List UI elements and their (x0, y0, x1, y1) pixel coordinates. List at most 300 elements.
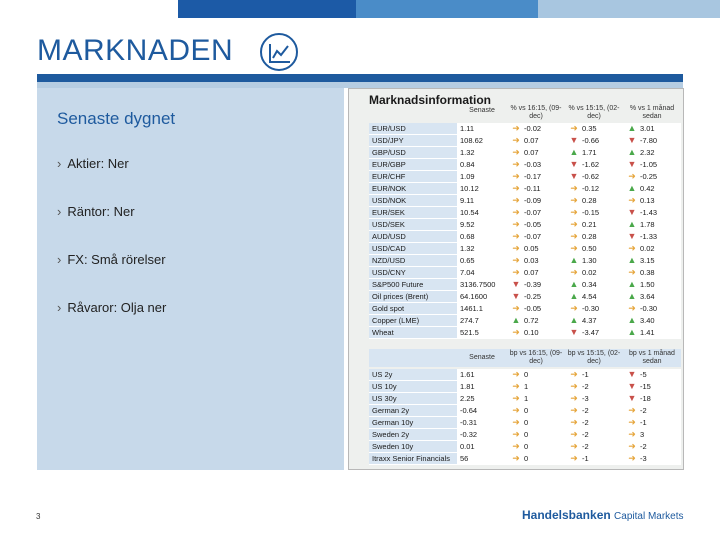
change-cell (507, 303, 565, 314)
column-header: Senaste (469, 107, 495, 114)
table-row (369, 195, 681, 207)
arrow-flat-icon: ➜ (512, 123, 520, 133)
change-value: 1.78 (640, 219, 655, 229)
change-cell (507, 135, 565, 146)
change-cell (507, 369, 565, 380)
change-cell (507, 123, 565, 134)
row-value: 7.04 (457, 267, 507, 278)
change-value: -0.12 (582, 183, 600, 193)
table-row (369, 441, 681, 453)
table-row (369, 207, 681, 219)
row-label: US 30y (369, 393, 457, 404)
summary-heading: Senaste dygnet (57, 109, 176, 128)
brand-logo (522, 508, 684, 522)
top-bar-segment (356, 0, 538, 18)
arrow-flat-icon: ➜ (512, 159, 520, 169)
row-value: 1.32 (457, 147, 507, 158)
change-value: 0 (524, 441, 529, 451)
arrow-flat-icon: ➜ (512, 417, 520, 427)
column-header: % vs 1 månad sedan (629, 105, 675, 120)
change-value: 0.28 (582, 231, 597, 241)
row-value: 64.1600 (457, 291, 507, 302)
change-cell (623, 381, 681, 392)
change-value: -0.62 (582, 171, 600, 181)
row-label: AUD/USD (369, 231, 457, 242)
row-value: 0.65 (457, 255, 507, 266)
table-row (369, 123, 681, 135)
change-cell (623, 219, 681, 230)
change-value: -0.39 (524, 279, 542, 289)
change-cell (507, 405, 565, 416)
arrow-flat-icon: ➜ (628, 267, 636, 277)
change-cell (565, 243, 623, 254)
row-label: USD/CAD (369, 243, 457, 254)
change-cell (565, 171, 623, 182)
change-cell (623, 453, 681, 464)
change-cell (507, 291, 565, 302)
arrow-down-icon: ▼ (569, 159, 579, 169)
page-number: 3 (36, 512, 41, 521)
change-value: 0.42 (640, 183, 655, 193)
arrow-flat-icon: ➜ (628, 303, 636, 313)
change-cell (623, 255, 681, 266)
arrow-flat-icon: ➜ (570, 393, 578, 403)
change-value: -1.33 (640, 231, 658, 241)
change-value: -2 (582, 381, 589, 391)
change-cell (507, 393, 565, 404)
change-value: 1.50 (640, 279, 655, 289)
row-label: Wheat (369, 327, 457, 338)
change-cell (565, 123, 623, 134)
change-cell (623, 417, 681, 428)
table-row (369, 453, 681, 465)
table-row (369, 417, 681, 429)
row-label: Itraxx Senior Financials (369, 453, 457, 464)
change-cell (507, 381, 565, 392)
change-cell (507, 195, 565, 206)
arrow-flat-icon: ➜ (512, 381, 520, 391)
arrow-flat-icon: ➜ (570, 123, 578, 133)
table-row (369, 183, 681, 195)
change-value: -0.07 (524, 231, 542, 241)
change-value: 0.28 (582, 195, 597, 205)
change-cell (565, 195, 623, 206)
change-value: 1.41 (640, 327, 655, 337)
change-cell (565, 267, 623, 278)
row-value: -0.31 (457, 417, 507, 428)
arrow-flat-icon: ➜ (512, 231, 520, 241)
change-value: 1.71 (582, 147, 597, 157)
row-label: German 2y (369, 405, 457, 416)
arrow-down-icon: ▼ (627, 369, 637, 379)
change-cell (507, 243, 565, 254)
chevron-right-icon: › (57, 204, 62, 219)
row-label: EUR/GBP (369, 159, 457, 170)
table-row (369, 267, 681, 279)
change-cell (507, 315, 565, 326)
arrow-flat-icon: ➜ (512, 303, 520, 313)
market-info-table (348, 88, 684, 470)
change-cell (507, 255, 565, 266)
change-cell (623, 441, 681, 452)
bullet-text: FX: Små rörelser (67, 252, 166, 267)
arrow-flat-icon: ➜ (512, 147, 520, 157)
change-cell (565, 255, 623, 266)
top-bar-segment (178, 0, 356, 18)
arrow-flat-icon: ➜ (570, 243, 578, 253)
arrow-flat-icon: ➜ (512, 219, 520, 229)
arrow-up-icon: ▲ (627, 219, 637, 229)
top-color-bar (0, 0, 720, 18)
table-row (369, 315, 681, 327)
arrow-up-icon: ▲ (569, 291, 579, 301)
change-cell (565, 183, 623, 194)
table-row (369, 393, 681, 405)
top-bar-segment (0, 0, 178, 18)
arrow-flat-icon: ➜ (512, 429, 520, 439)
change-cell (623, 123, 681, 134)
brand-name: Handelsbanken (522, 508, 611, 522)
change-value: -3 (640, 453, 647, 463)
change-value: 3.64 (640, 291, 655, 301)
arrow-flat-icon: ➜ (628, 171, 636, 181)
change-value: 0.02 (640, 243, 655, 253)
change-value: -0.11 (524, 183, 541, 193)
change-cell (565, 207, 623, 218)
change-value: 0.02 (582, 267, 597, 277)
change-cell (623, 315, 681, 326)
change-value: 0 (524, 417, 529, 427)
arrow-flat-icon: ➜ (512, 171, 520, 181)
change-value: -0.05 (524, 303, 542, 313)
change-cell (565, 405, 623, 416)
change-cell (507, 171, 565, 182)
change-value: -2 (640, 441, 647, 451)
arrow-up-icon: ▲ (511, 315, 521, 325)
change-cell (565, 303, 623, 314)
change-value: 0 (524, 369, 529, 379)
change-value: 0 (524, 429, 529, 439)
row-label: Gold spot (369, 303, 457, 314)
change-value: -0.03 (524, 159, 542, 169)
change-cell (507, 183, 565, 194)
change-value: -1 (582, 369, 589, 379)
table-row (369, 303, 681, 315)
table-row (369, 279, 681, 291)
change-value: -0.30 (582, 303, 600, 313)
table-row (369, 159, 681, 171)
row-value: 1.32 (457, 243, 507, 254)
change-value: -0.66 (582, 135, 600, 145)
arrow-up-icon: ▲ (627, 183, 637, 193)
arrow-flat-icon: ➜ (570, 183, 578, 193)
change-cell (623, 405, 681, 416)
arrow-flat-icon: ➜ (570, 303, 578, 313)
arrow-flat-icon: ➜ (570, 195, 578, 205)
change-cell (565, 393, 623, 404)
row-label: Sweden 2y (369, 429, 457, 440)
change-cell (565, 219, 623, 230)
change-cell (565, 417, 623, 428)
arrow-down-icon: ▼ (569, 135, 579, 145)
arrow-flat-icon: ➜ (570, 219, 578, 229)
arrow-up-icon: ▲ (627, 279, 637, 289)
change-value: 1 (524, 381, 529, 391)
change-cell (507, 267, 565, 278)
change-value: -0.25 (524, 291, 542, 301)
arrow-flat-icon: ➜ (512, 453, 520, 463)
change-value: -2 (582, 429, 589, 439)
change-value: -3.47 (582, 327, 600, 337)
arrow-flat-icon: ➜ (628, 405, 636, 415)
bullet-text: Räntor: Ner (67, 204, 135, 219)
change-value: -1.43 (640, 207, 658, 217)
change-value: 0.50 (582, 243, 597, 253)
arrow-flat-icon: ➜ (512, 195, 520, 205)
change-cell (507, 219, 565, 230)
row-label: S&P500 Future (369, 279, 457, 290)
row-label: US 2y (369, 369, 457, 380)
arrow-up-icon: ▲ (569, 255, 579, 265)
arrow-flat-icon: ➜ (570, 381, 578, 391)
arrow-up-icon: ▲ (569, 279, 579, 289)
bullet-item (57, 252, 166, 267)
arrow-down-icon: ▼ (627, 159, 637, 169)
arrow-down-icon: ▼ (627, 207, 637, 217)
arrow-flat-icon: ➜ (570, 207, 578, 217)
change-value: 2.32 (640, 147, 655, 157)
arrow-flat-icon: ➜ (512, 255, 520, 265)
arrow-flat-icon: ➜ (570, 453, 578, 463)
arrow-up-icon: ▲ (627, 327, 637, 337)
change-cell (507, 453, 565, 464)
change-cell (507, 327, 565, 338)
change-value: -1 (640, 417, 647, 427)
change-cell (565, 315, 623, 326)
change-cell (507, 207, 565, 218)
change-cell (623, 195, 681, 206)
change-cell (623, 231, 681, 242)
arrow-flat-icon: ➜ (570, 405, 578, 415)
arrow-up-icon: ▲ (627, 123, 637, 133)
change-cell (565, 369, 623, 380)
table-row (369, 147, 681, 159)
change-value: -0.07 (524, 207, 542, 217)
column-header: bp vs 15:15, (02-dec) (567, 350, 621, 365)
arrow-flat-icon: ➜ (512, 405, 520, 415)
change-value: 0.13 (640, 195, 655, 205)
arrow-flat-icon: ➜ (628, 195, 636, 205)
change-value: 4.37 (582, 315, 597, 325)
change-value: 3.15 (640, 255, 655, 265)
change-value: -0.15 (582, 207, 600, 217)
table-row (369, 171, 681, 183)
change-cell (623, 135, 681, 146)
row-value: 9.11 (457, 195, 507, 206)
row-value: 1.81 (457, 381, 507, 392)
row-value: 0.68 (457, 231, 507, 242)
bullet-item (57, 300, 166, 315)
row-label: EUR/CHF (369, 171, 457, 182)
arrow-flat-icon: ➜ (628, 417, 636, 427)
change-value: 0 (524, 405, 529, 415)
arrow-down-icon: ▼ (627, 393, 637, 403)
row-value: 9.52 (457, 219, 507, 230)
change-cell (623, 429, 681, 440)
change-value: -7.80 (640, 135, 658, 145)
arrow-flat-icon: ➜ (628, 429, 636, 439)
row-value: 3136.7500 (457, 279, 507, 290)
table-row (369, 327, 681, 339)
row-value: 1461.1 (457, 303, 507, 314)
arrow-flat-icon: ➜ (512, 183, 520, 193)
row-label: Oil prices (Brent) (369, 291, 457, 302)
row-label: Copper (LME) (369, 315, 457, 326)
table-row (369, 429, 681, 441)
table-row (369, 381, 681, 393)
change-cell (623, 183, 681, 194)
top-bar-segment (538, 0, 720, 18)
table-row (369, 231, 681, 243)
table-title: Marknadsinformation (369, 93, 492, 107)
column-header: % vs 16:15, (09-dec) (510, 105, 562, 120)
change-value: -18 (640, 393, 651, 403)
row-value: -0.64 (457, 405, 507, 416)
change-value: -2 (640, 405, 647, 415)
change-cell (623, 267, 681, 278)
column-header: % vs 15:15, (02-dec) (568, 105, 620, 120)
change-value: 1 (524, 393, 529, 403)
page-title: MARKNADEN (37, 34, 234, 67)
arrow-flat-icon: ➜ (570, 441, 578, 451)
arrow-flat-icon: ➜ (512, 369, 520, 379)
change-cell (565, 429, 623, 440)
row-value: 274.7 (457, 315, 507, 326)
row-label: NZD/USD (369, 255, 457, 266)
change-cell (623, 171, 681, 182)
change-cell (623, 393, 681, 404)
arrow-flat-icon: ➜ (512, 327, 520, 337)
column-header: bp vs 16:15, (09-dec) (509, 350, 563, 365)
arrow-flat-icon: ➜ (570, 429, 578, 439)
change-cell (507, 231, 565, 242)
row-label: EUR/SEK (369, 207, 457, 218)
change-value: -1 (582, 453, 589, 463)
arrow-down-icon: ▼ (511, 279, 521, 289)
change-value: 0.05 (524, 243, 539, 253)
change-cell (507, 417, 565, 428)
change-value: -5 (640, 369, 647, 379)
arrow-down-icon: ▼ (569, 327, 579, 337)
change-value: -2 (582, 417, 589, 427)
change-value: 0.34 (582, 279, 597, 289)
column-header: bp vs 1 månad sedan (629, 350, 675, 365)
bullet-text: Råvaror: Olja ner (67, 300, 167, 315)
row-value: 0.84 (457, 159, 507, 170)
arrow-flat-icon: ➜ (570, 231, 578, 241)
change-value: -0.09 (524, 195, 542, 205)
change-cell (623, 147, 681, 158)
arrow-up-icon: ▲ (627, 315, 637, 325)
change-value: 0.38 (640, 267, 655, 277)
row-label: USD/SEK (369, 219, 457, 230)
change-cell (623, 303, 681, 314)
table-row (369, 135, 681, 147)
row-value: 108.62 (457, 135, 507, 146)
change-cell (565, 381, 623, 392)
bullet-item (57, 156, 129, 171)
arrow-flat-icon: ➜ (570, 369, 578, 379)
change-cell (565, 453, 623, 464)
arrow-down-icon: ▼ (627, 135, 637, 145)
change-cell (623, 279, 681, 290)
change-cell (623, 159, 681, 170)
change-cell (565, 135, 623, 146)
change-value: 0.07 (524, 267, 539, 277)
row-value: 2.25 (457, 393, 507, 404)
row-label: EUR/NOK (369, 183, 457, 194)
arrow-flat-icon: ➜ (512, 207, 520, 217)
arrow-flat-icon: ➜ (512, 267, 520, 277)
change-value: -1.05 (640, 159, 658, 169)
chevron-right-icon: › (57, 252, 62, 267)
change-value: 3.01 (640, 123, 655, 133)
change-value: -3 (582, 393, 589, 403)
change-value: 0.21 (582, 219, 597, 229)
table-row (369, 243, 681, 255)
change-value: 0.03 (524, 255, 539, 265)
change-cell (507, 279, 565, 290)
change-cell (565, 147, 623, 158)
table-row (369, 219, 681, 231)
change-value: -1.62 (582, 159, 600, 169)
change-value: -0.05 (524, 219, 542, 229)
row-value: -0.32 (457, 429, 507, 440)
arrow-flat-icon: ➜ (512, 441, 520, 451)
change-value: 0 (524, 453, 529, 463)
table-row (369, 291, 681, 303)
arrow-flat-icon: ➜ (628, 453, 636, 463)
chevron-right-icon: › (57, 300, 62, 315)
arrow-up-icon: ▲ (627, 291, 637, 301)
arrow-up-icon: ▲ (569, 315, 579, 325)
arrow-flat-icon: ➜ (570, 417, 578, 427)
arrow-flat-icon: ➜ (512, 135, 520, 145)
row-label: USD/CNY (369, 267, 457, 278)
chart-icon (260, 33, 298, 71)
row-label: USD/NOK (369, 195, 457, 206)
row-label: GBP/USD (369, 147, 457, 158)
change-value: 0.35 (582, 123, 597, 133)
row-value: 10.12 (457, 183, 507, 194)
arrow-down-icon: ▼ (627, 231, 637, 241)
summary-panel (37, 88, 344, 470)
arrow-flat-icon: ➜ (628, 441, 636, 451)
title-underline (37, 74, 683, 82)
change-value: -0.25 (640, 171, 658, 181)
change-value: 4.54 (582, 291, 597, 301)
table-row (369, 255, 681, 267)
brand-sub: Capital Markets (614, 511, 684, 522)
change-cell (565, 441, 623, 452)
arrow-up-icon: ▲ (627, 147, 637, 157)
change-cell (623, 207, 681, 218)
chevron-right-icon: › (57, 156, 62, 171)
bullet-item (57, 204, 135, 219)
row-label: USD/JPY (369, 135, 457, 146)
change-value: -0.30 (640, 303, 658, 313)
arrow-down-icon: ▼ (627, 381, 637, 391)
